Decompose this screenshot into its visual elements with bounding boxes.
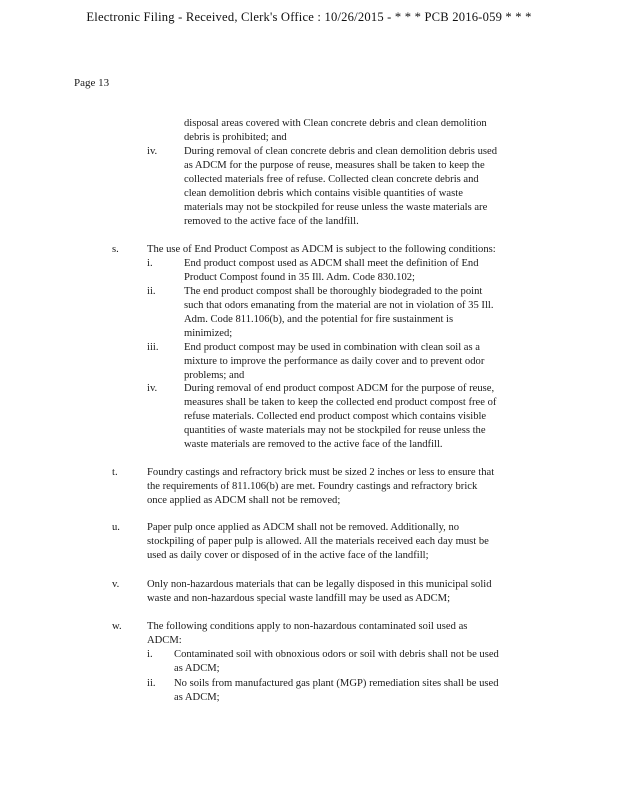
list-item-text-line: refuse materials. Collected end product compost which contains visible xyxy=(184,411,487,422)
section-marker: w. xyxy=(112,621,122,632)
section-text-line: Only non-hazardous materials that can be legally disposed in this municipal solid xyxy=(147,579,492,590)
list-marker: iv. xyxy=(147,383,158,394)
section-marker: s. xyxy=(112,244,119,255)
list-marker: iv. xyxy=(147,146,158,157)
list-item-text-line: as ADCM for the purpose of reuse, measures shall be taken to keep the xyxy=(184,160,485,171)
list-item-text-line: During removal of end product compost ADCM for the purpose of reuse, xyxy=(184,383,495,394)
section-text-line: stockpiling of paper pulp is allowed. All the materials received each day must be xyxy=(147,536,489,547)
list-item-text-line: such that odors emanating from the material are not in violation of 35 Ill. xyxy=(184,300,494,311)
list-item-text-line: clean demolition debris which contains visible quantities of waste xyxy=(184,188,463,199)
list-item-text-line: Product Compost found in 35 Ill. Adm. Code 830.102; xyxy=(184,272,416,283)
list-item-text-line: Contaminated soil with obnoxious odors or soil with debris shall not be used xyxy=(174,649,499,660)
list-item-text-line: removed to the active face of the landfill. xyxy=(184,216,359,227)
section-marker: t. xyxy=(112,467,118,478)
list-marker: iii. xyxy=(147,342,159,353)
list-item-text-line: as ADCM; xyxy=(174,692,220,703)
section-text-line: waste and non-hazardous special waste landfill may be used as ADCM; xyxy=(147,593,451,604)
list-item-text-line: The end product compost shall be thoroughly biodegraded to the point xyxy=(184,286,483,297)
section-text-line: Paper pulp once applied as ADCM shall not be removed. Additionally, no xyxy=(147,522,460,533)
continued-text-line: debris is prohibited; and xyxy=(184,132,287,143)
list-item-text-line: No soils from manufactured gas plant (MGP) remediation sites shall be used xyxy=(174,678,499,689)
section-text-line: once applied as ADCM shall not be removed; xyxy=(147,495,341,506)
list-item-text-line: problems; and xyxy=(184,370,245,381)
list-item-text-line: Adm. Code 811.106(b), and the potential for fire sustainment is xyxy=(184,314,454,325)
filing-header: Electronic Filing - Received, Clerk's Office : 10/26/2015 - * * * PCB 2016-059 * * * xyxy=(86,10,532,24)
list-item-text-line: mixture to improve the performance as daily cover and to prevent odor xyxy=(184,356,485,367)
section-text-line: ADCM: xyxy=(147,635,182,646)
list-item-text-line: End product compost used as ADCM shall meet the definition of End xyxy=(184,258,479,269)
section-text-line: The following conditions apply to non-hazardous contaminated soil used as xyxy=(147,621,468,632)
list-item-text-line: collected materials free of refuse. Collected clean concrete debris and xyxy=(184,174,479,185)
list-item-text-line: quantities of waste materials may not be stockpiled for reuse unless the xyxy=(184,425,486,436)
list-item-text-line: End product compost may be used in combination with clean soil as a xyxy=(184,342,480,353)
list-marker: i. xyxy=(147,649,153,660)
list-marker: i. xyxy=(147,258,153,269)
list-item-text-line: measures shall be taken to keep the collected end product compost free of xyxy=(184,397,497,408)
section-text-line: used as daily cover or disposed of in the active face of the landfill; xyxy=(147,550,429,561)
list-item-text-line: waste materials are removed to the active face of the landfill. xyxy=(184,439,443,450)
continued-text-line: disposal areas covered with Clean concrete debris and clean demolition xyxy=(184,118,487,129)
section-marker: v. xyxy=(112,579,120,590)
list-item-text-line: minimized; xyxy=(184,328,233,339)
page-number: Page 13 xyxy=(74,77,110,89)
list-item-text-line: as ADCM; xyxy=(174,663,220,674)
list-marker: ii. xyxy=(147,678,156,689)
list-item-text-line: During removal of clean concrete debris and clean demolition debris used xyxy=(184,146,497,157)
section-text-line: the requirements of 811.106(b) are met. Foundry castings and refractory brick xyxy=(147,481,478,492)
list-item-text-line: materials may not be stockpiled for reuse unless the waste materials are xyxy=(184,202,488,213)
section-marker: u. xyxy=(112,522,120,533)
section-lead: The use of End Product Compost as ADCM is subject to the following conditions: xyxy=(147,244,496,255)
list-marker: ii. xyxy=(147,286,156,297)
section-text-line: Foundry castings and refractory brick must be sized 2 inches or less to ensure that xyxy=(147,467,495,478)
